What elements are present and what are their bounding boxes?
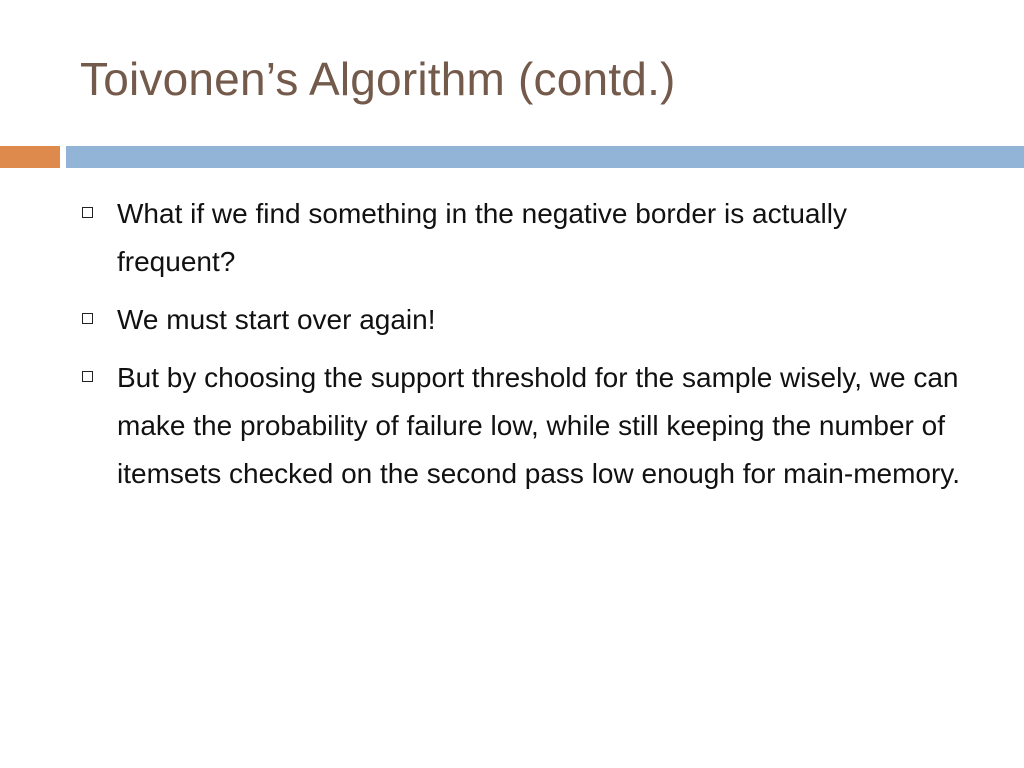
bullet-item xyxy=(82,190,972,286)
square-bullet-icon xyxy=(82,207,93,218)
accent-bar-right xyxy=(66,146,1024,168)
bullet-item xyxy=(82,354,972,498)
square-bullet-icon xyxy=(82,313,93,324)
bullet-text: What if we find something in the negative border is actually frequent? xyxy=(117,198,847,277)
square-bullet-icon xyxy=(82,371,93,382)
slide-title: Toivonen’s Algorithm (contd.) xyxy=(80,53,676,105)
bullet-text: We must start over again! xyxy=(117,304,436,335)
accent-bar-left xyxy=(0,146,60,168)
bullet-list xyxy=(82,190,972,508)
bullet-text: But by choosing the support threshold for the sample wisely, we can make the probability of failure low, while still keeping the number of itemsets checked on the second pass low enough for main-memory. xyxy=(117,362,961,489)
bullet-item xyxy=(82,296,972,344)
